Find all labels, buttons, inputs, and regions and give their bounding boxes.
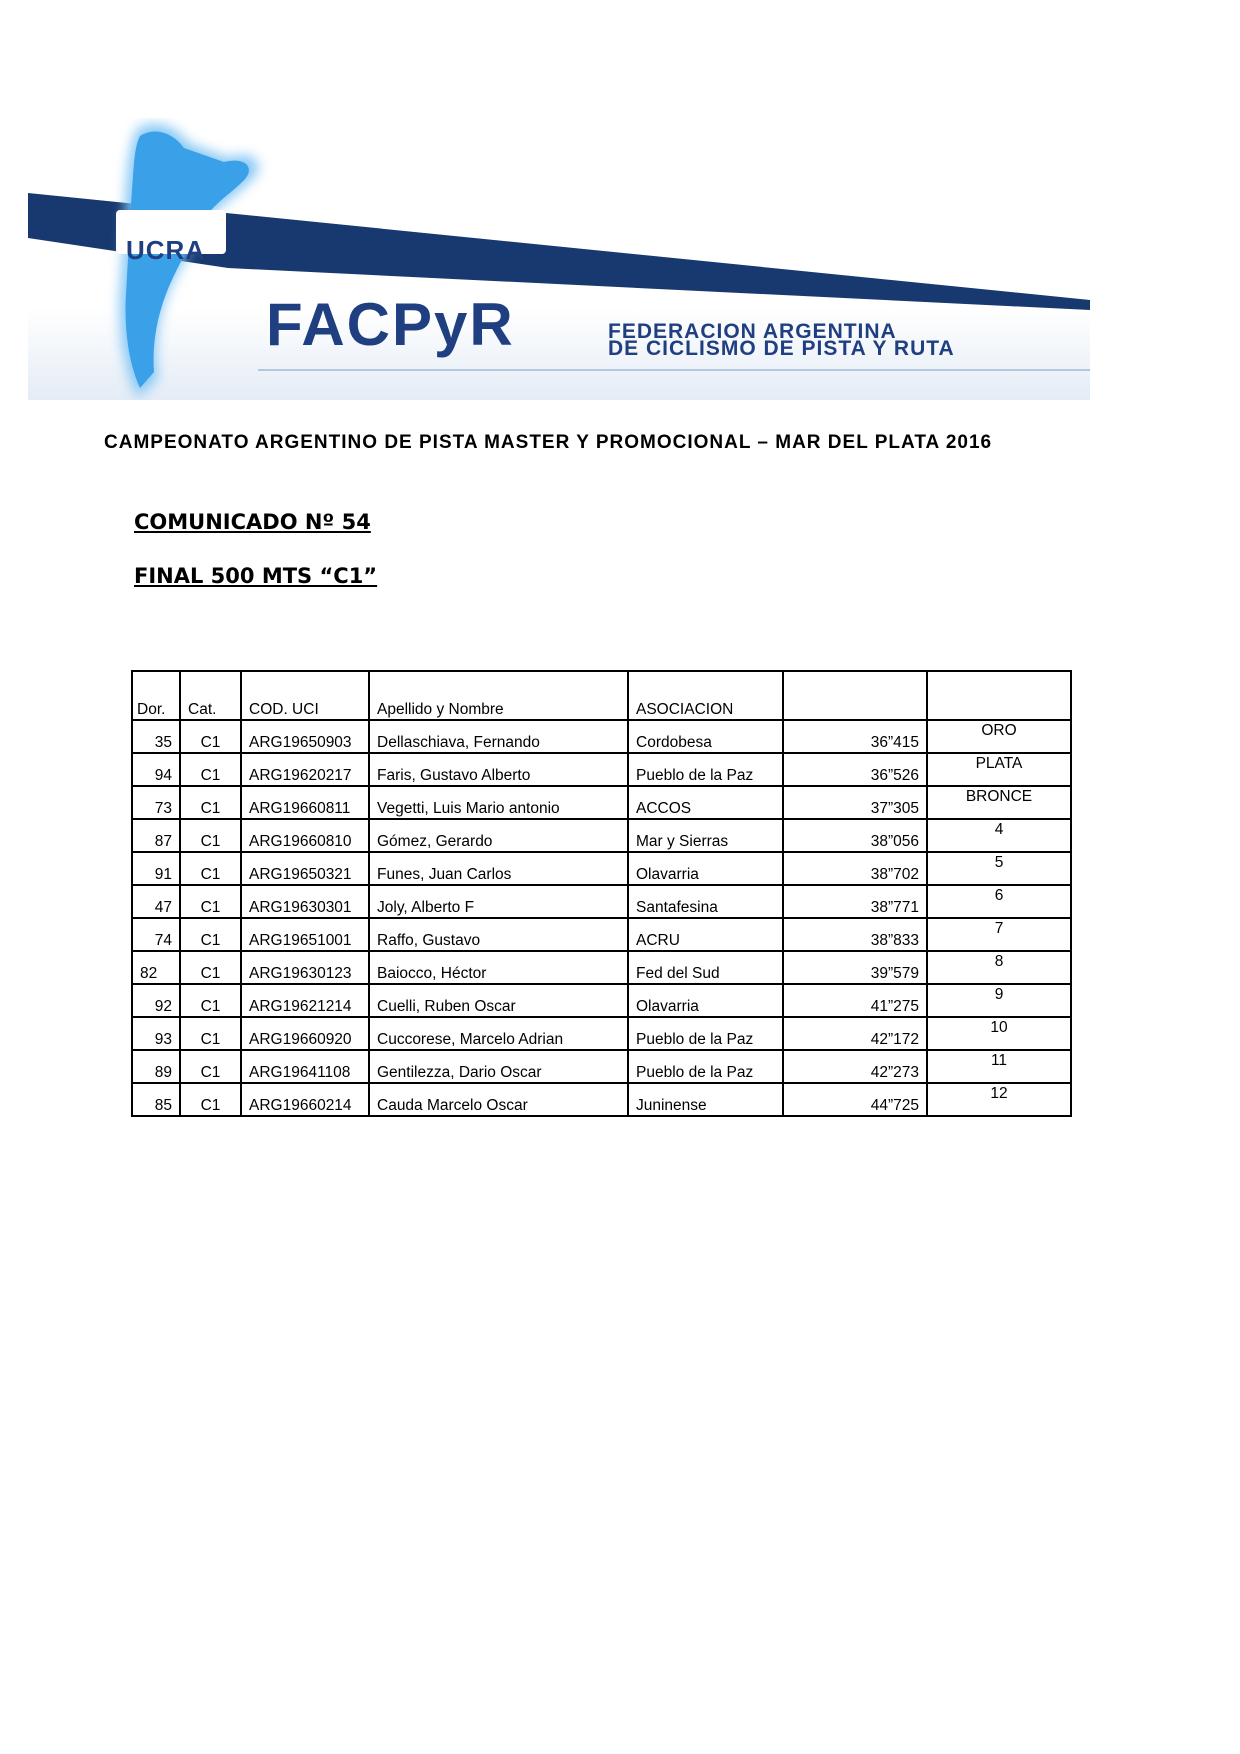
federation-name-line1: FEDERACION ARGENTINA <box>608 320 897 343</box>
association-cell: Pueblo de la Paz <box>628 1050 783 1083</box>
table-row <box>132 720 1071 753</box>
table-row <box>132 984 1071 1017</box>
category-cell: C1 <box>180 1017 241 1050</box>
rider-name-cell: Dellaschiava, Fernando <box>369 720 628 753</box>
table-row <box>132 852 1071 885</box>
table-row <box>132 918 1071 951</box>
header-uci-code: COD. UCI <box>241 671 369 720</box>
table-row <box>132 1050 1071 1083</box>
federation-name-line2: DE CICLISMO DE PISTA Y RUTA <box>608 337 955 360</box>
rider-name-cell: Vegetti, Luis Mario antonio <box>369 786 628 819</box>
place-cell: PLATA <box>927 753 1071 786</box>
category-cell: C1 <box>180 819 241 852</box>
uci-code-cell: ARG19620217 <box>241 753 369 786</box>
association-cell: Olavarria <box>628 852 783 885</box>
time-cell: 36”526 <box>783 753 927 786</box>
uci-code-cell: ARG19660214 <box>241 1083 369 1116</box>
dorsal-cell: 87 <box>132 819 180 852</box>
category-cell: C1 <box>180 1050 241 1083</box>
association-cell: Pueblo de la Paz <box>628 753 783 786</box>
uci-code-cell: ARG19660810 <box>241 819 369 852</box>
results-table <box>131 670 1072 1117</box>
place-cell: 8 <box>927 951 1071 984</box>
category-cell: C1 <box>180 984 241 1017</box>
category-cell: C1 <box>180 786 241 819</box>
rider-name-cell: Raffo, Gustavo <box>369 918 628 951</box>
dorsal-cell: 85 <box>132 1083 180 1116</box>
rider-name-cell: Gentilezza, Dario Oscar <box>369 1050 628 1083</box>
header-dorsal: Dor. <box>132 671 180 720</box>
rider-name-cell: Cauda Marcelo Oscar <box>369 1083 628 1116</box>
time-cell: 37”305 <box>783 786 927 819</box>
table-row <box>132 753 1071 786</box>
facpyr-logo-text: FACPyR <box>266 291 515 358</box>
time-cell: 38”771 <box>783 885 927 918</box>
association-cell: Mar y Sierras <box>628 819 783 852</box>
time-cell: 42”273 <box>783 1050 927 1083</box>
association-cell: Pueblo de la Paz <box>628 1017 783 1050</box>
championship-title: CAMPEONATO ARGENTINO DE PISTA MASTER Y PROMOCIONAL – MAR DEL PLATA 2016 <box>104 432 993 453</box>
association-cell: Cordobesa <box>628 720 783 753</box>
dorsal-cell: 73 <box>132 786 180 819</box>
dorsal-cell: 93 <box>132 1017 180 1050</box>
table-row <box>132 1083 1071 1116</box>
rider-name-cell: Cuelli, Ruben Oscar <box>369 984 628 1017</box>
table-row <box>132 885 1071 918</box>
dorsal-cell: 94 <box>132 753 180 786</box>
place-cell: 12 <box>927 1083 1071 1116</box>
dorsal-cell: 74 <box>132 918 180 951</box>
table-row <box>132 1017 1071 1050</box>
place-cell: ORO <box>927 720 1071 753</box>
time-cell: 38”702 <box>783 852 927 885</box>
association-cell: Olavarria <box>628 984 783 1017</box>
header-association: ASOCIACION <box>628 671 783 720</box>
uci-code-cell: ARG19660811 <box>241 786 369 819</box>
rider-name-cell: Joly, Alberto F <box>369 885 628 918</box>
uci-code-cell: ARG19630301 <box>241 885 369 918</box>
place-cell: 10 <box>927 1017 1071 1050</box>
uci-code-cell: ARG19621214 <box>241 984 369 1017</box>
time-cell: 38”056 <box>783 819 927 852</box>
uci-code-cell: ARG19650903 <box>241 720 369 753</box>
time-cell: 42”172 <box>783 1017 927 1050</box>
header-place <box>927 671 1071 720</box>
table-header-row <box>132 671 1071 720</box>
rider-name-cell: Funes, Juan Carlos <box>369 852 628 885</box>
association-cell: Fed del Sud <box>628 951 783 984</box>
category-cell: C1 <box>180 885 241 918</box>
uci-code-cell: ARG19630123 <box>241 951 369 984</box>
table-row <box>132 786 1071 819</box>
association-cell: ACCOS <box>628 786 783 819</box>
place-cell: 11 <box>927 1050 1071 1083</box>
place-cell: 6 <box>927 885 1071 918</box>
rider-name-cell: Cuccorese, Marcelo Adrian <box>369 1017 628 1050</box>
communique-number: COMUNICADO Nº 54 <box>134 510 371 534</box>
dorsal-cell: 92 <box>132 984 180 1017</box>
association-cell: Santafesina <box>628 885 783 918</box>
uci-code-cell: ARG19641108 <box>241 1050 369 1083</box>
event-title: FINAL 500 MTS “C1” <box>134 564 378 588</box>
uci-code-cell: ARG19660920 <box>241 1017 369 1050</box>
place-cell: 7 <box>927 918 1071 951</box>
category-cell: C1 <box>180 852 241 885</box>
dorsal-cell: 82 <box>132 951 180 984</box>
uci-code-cell: ARG19650321 <box>241 852 369 885</box>
dorsal-cell: 91 <box>132 852 180 885</box>
header-name: Apellido y Nombre <box>369 671 628 720</box>
time-cell: 36”415 <box>783 720 927 753</box>
header-category: Cat. <box>180 671 241 720</box>
dorsal-cell: 35 <box>132 720 180 753</box>
rider-name-cell: Baiocco, Héctor <box>369 951 628 984</box>
category-cell: C1 <box>180 753 241 786</box>
category-cell: C1 <box>180 1083 241 1116</box>
place-cell: 5 <box>927 852 1071 885</box>
place-cell: 9 <box>927 984 1071 1017</box>
header-time <box>783 671 927 720</box>
rider-name-cell: Gómez, Gerardo <box>369 819 628 852</box>
association-cell: Juninense <box>628 1083 783 1116</box>
time-cell: 38”833 <box>783 918 927 951</box>
place-cell: 4 <box>927 819 1071 852</box>
dorsal-cell: 47 <box>132 885 180 918</box>
time-cell: 41”275 <box>783 984 927 1017</box>
uci-code-cell: ARG19651001 <box>241 918 369 951</box>
association-cell: ACRU <box>628 918 783 951</box>
time-cell: 44”725 <box>783 1083 927 1116</box>
category-cell: C1 <box>180 720 241 753</box>
time-cell: 39”579 <box>783 951 927 984</box>
category-cell: C1 <box>180 918 241 951</box>
header-banner <box>28 118 1090 400</box>
ucra-logo-text: UCRA <box>126 235 206 265</box>
table-row <box>132 819 1071 852</box>
rider-name-cell: Faris, Gustavo Alberto <box>369 753 628 786</box>
place-cell: BRONCE <box>927 786 1071 819</box>
dorsal-cell: 89 <box>132 1050 180 1083</box>
category-cell: C1 <box>180 951 241 984</box>
table-row <box>132 951 1071 984</box>
